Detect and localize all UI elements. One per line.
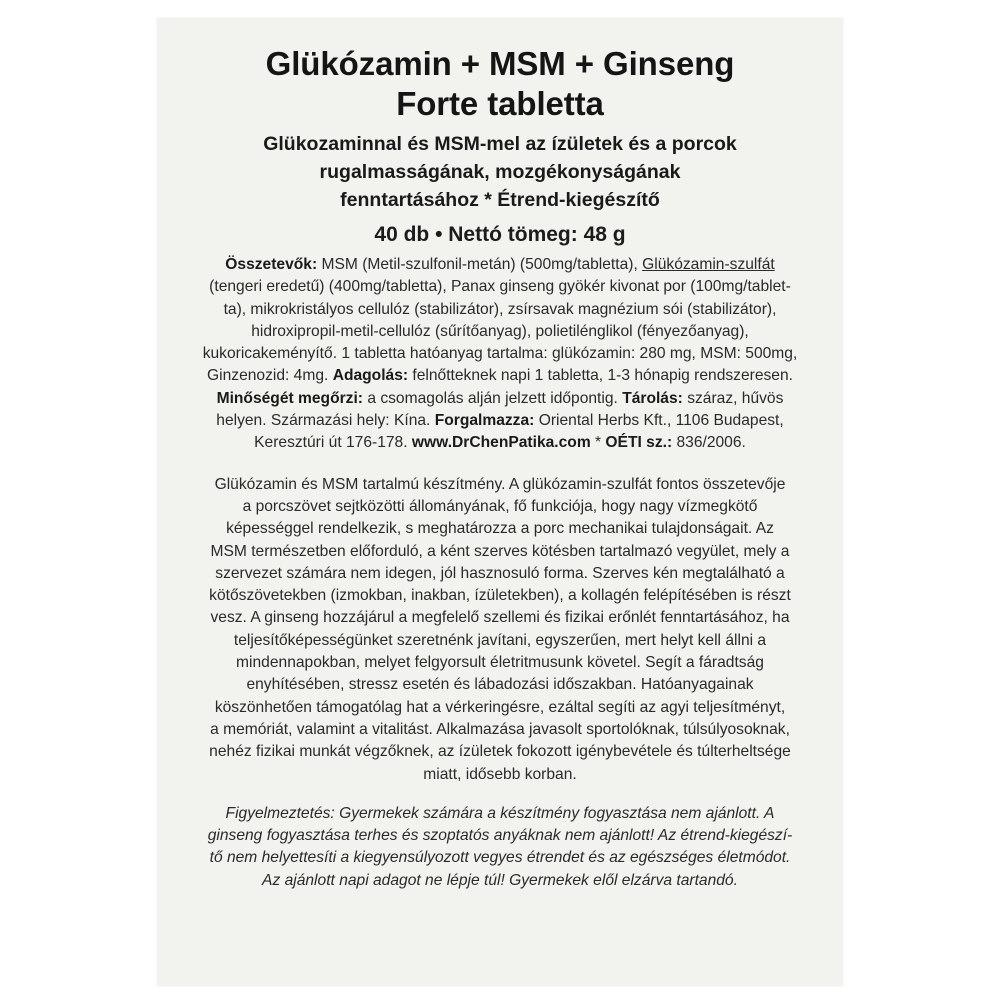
description-line: mindennapokban, melyet felgyorsult életritmusunk követel. Segít a fáradtság bbox=[236, 654, 764, 672]
storage-text: helyen. Származási hely: Kína. bbox=[216, 412, 435, 430]
warning-block bbox=[177, 803, 823, 892]
label-content bbox=[157, 18, 843, 892]
description-line: miatt, idősebb korban. bbox=[423, 765, 577, 783]
title-line: Glükózamin + MSM + Ginseng bbox=[265, 45, 735, 82]
best-before-text: a csomagolás alján jelzett időpontig. bbox=[363, 389, 623, 407]
storage-label: Tárolás: bbox=[622, 389, 683, 407]
ingredients-label: Összetevők: bbox=[225, 256, 318, 273]
subtitle-line: rugalmasságának, mozgékonyságának bbox=[319, 161, 681, 183]
description-line: enyhítésében, stressz esetén és lábadozási időszakban. Hatóanyagainak bbox=[246, 676, 754, 694]
best-before-label: Minőségét megőrzi: bbox=[216, 389, 363, 407]
subtitle-line: fenntartásához * Étrend-kiegészítő bbox=[340, 189, 660, 211]
description-line: szervezet számára nem idegen, jól hasznosuló forma. Szerves kén megtalálható a bbox=[215, 564, 785, 582]
net-quantity: 40 db • Nettó tömeg: 48 g bbox=[374, 223, 626, 246]
product-title bbox=[177, 44, 823, 124]
description-line: kötőszövetekben (izmokban, inakban, ízületekben), a kollagén felépítésében is részt bbox=[209, 587, 791, 605]
warning-line: Az ajánlott napi adagot ne lépje túl! Gyermekek elől elzárva tartandó. bbox=[262, 871, 738, 889]
dosage-label: Adagolás: bbox=[332, 367, 409, 385]
description-line: vesz. A ginseng hozzájárul a megfelelő szellemi és fizikai erőnlét fenntartásához, ha bbox=[210, 609, 790, 627]
storage-text: száraz, hűvös bbox=[682, 389, 784, 407]
ingredients-line: hidroxipropil-metil-cellulóz (sűrítőanyag), polietilénglikol (fényezőanyag), bbox=[251, 322, 749, 340]
description-line: MSM természetben előforduló, a ként szerves kötésben tartalmazó vegyület, mely a bbox=[210, 542, 790, 560]
oeti-number: 836/2006. bbox=[672, 434, 746, 452]
address-text: Keresztúri út 176-178. bbox=[254, 434, 412, 452]
distributor-label: Forgalmazza: bbox=[434, 412, 535, 430]
title-line: Forte tabletta bbox=[396, 85, 604, 122]
ingredients-line bbox=[177, 432, 823, 454]
description-line: képességgel rendelkezik, s meghatározza a porc mechanikai tulajdonságait. Az bbox=[226, 520, 774, 538]
product-subtitle bbox=[177, 130, 823, 214]
warning-line: tő nem helyettesíti a kiegyensúlyozott vegyes étrendet és az egészséges életmódot. bbox=[209, 849, 791, 867]
description-line: köszönhetően támogatólag hat a vérkeringésre, ezáltal segíti az agyi teljesítményt, bbox=[214, 698, 786, 716]
website-text: www.DrChenPatika.com bbox=[411, 434, 591, 452]
oeti-label: OÉTI sz.: bbox=[605, 434, 673, 452]
ingredients-line: ta), mikrokristályos cellulóz (stabilizátor), zsírsavak magnézium sói (stabilizátor), bbox=[223, 300, 777, 318]
warning-line: Figyelmeztetés: Gyermekek számára a készítmény fogyasztása nem ajánlott. A bbox=[225, 804, 775, 822]
description-line: a memóriát, valamint a vitalitást. Alkalmazása javasolt sportolóknak, túlsúlyosoknak, bbox=[210, 720, 790, 738]
separator-text: * bbox=[590, 434, 606, 452]
dosage-text: felnőtteknek napi 1 tabletta, 1-3 hónapig rendszeresen. bbox=[408, 367, 793, 385]
ingredients-line bbox=[177, 410, 823, 432]
product-label bbox=[157, 18, 843, 986]
description-line: nehéz fizikai munkát végzőknek, az ízületek fokozott igénybevétele és túlterheltsége bbox=[209, 743, 791, 761]
glucosamine-sulfate-text: Glükózamin-szulfát bbox=[642, 256, 775, 273]
ingredients-block bbox=[177, 254, 823, 455]
ingredients-line bbox=[177, 254, 823, 276]
warning-line: ginseng fogyasztása terhes és szoptatós anyáknak nem ajánlott! Az étrend-kiegészí- bbox=[207, 827, 793, 845]
ingredients-line bbox=[177, 388, 823, 410]
description-line: a porcszövet sejtközötti állományának, fő funkciója, hogy nagy vízmegkötő bbox=[242, 497, 758, 515]
description-line: teljesítőképességünket szeretnénk javítani, egyszerűen, mert helyt kell állni a bbox=[233, 631, 767, 649]
ingredients-line bbox=[177, 365, 823, 387]
distributor-text: Oriental Herbs Kft., 1106 Budapest, bbox=[534, 412, 784, 430]
description-block bbox=[177, 474, 823, 786]
subtitle-line: Glükozaminnal és MSM-mel az ízületek és a porcok bbox=[263, 133, 737, 155]
ingredients-line: (tengeri eredetű) (400mg/tabletta), Panax ginseng gyökér kivonat por (100mg/tablet- bbox=[209, 278, 791, 296]
description-line: Glükózamin és MSM tartalmú készítmény. A glükózamin-szulfát fontos összetevője bbox=[214, 475, 786, 493]
ingredients-text: Ginzenozid: 4mg. bbox=[207, 367, 333, 385]
ingredients-line: kukoricakeményítő. 1 tabletta hatóanyag tartalma: glükózamin: 280 mg, MSM: 500mg, bbox=[202, 345, 798, 363]
ingredients-text: MSM (Metil-szulfonil-metán) (500mg/tabletta), bbox=[317, 256, 643, 273]
